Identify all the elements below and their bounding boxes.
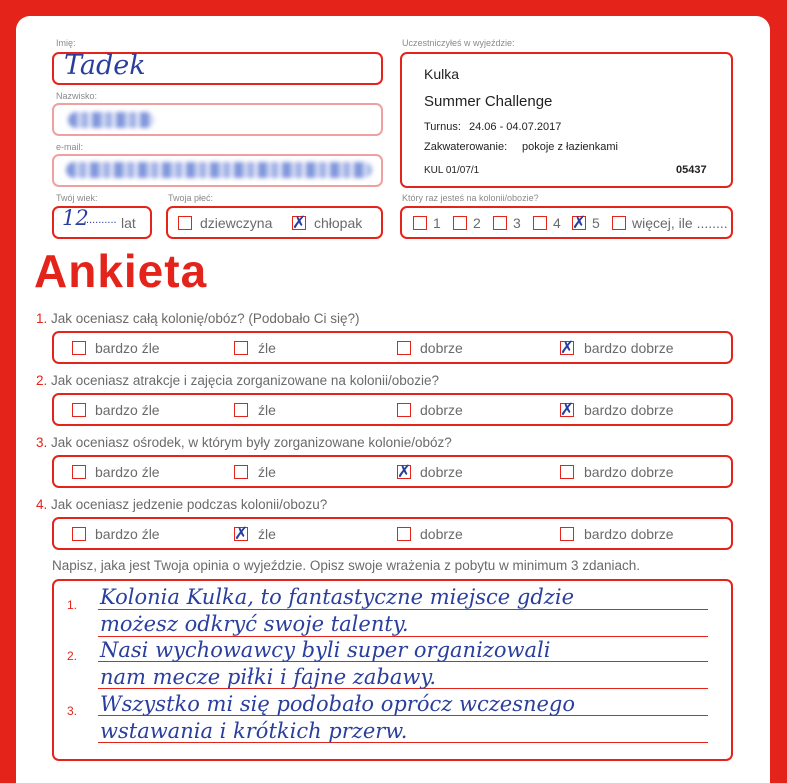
question-text: Jak oceniasz całą kolonię/obóz? (Podobało Ci się?) [51, 311, 360, 326]
question-2 [36, 373, 439, 388]
checkbox-times-3[interactable] [493, 216, 507, 230]
question-number: 2. [36, 373, 48, 388]
checkbox-dziewczyna[interactable] [178, 216, 192, 230]
email-redacted [66, 162, 372, 178]
rating-option: bardzo źle [95, 464, 160, 480]
checkbox-q2-bardzo-zle[interactable] [72, 403, 86, 417]
question-text: Jak oceniasz atrakcje i zajęcia zorganizowane na kolonii/obozie? [51, 373, 440, 388]
age-dots: .......... [86, 214, 117, 226]
times-label: Który raz jesteś na kolonii/obozie? [402, 193, 539, 203]
checkbox-q1-bardzo-zle[interactable] [72, 341, 86, 355]
opinion-line-5: Wszystko mi się podobało oprócz wczesnego [100, 692, 576, 716]
first-name-label: Imię: [56, 38, 76, 48]
camp-program: Summer Challenge [424, 93, 553, 110]
opinion-line-1: Kolonia Kulka, to fantastyczne miejsce gdzie [100, 585, 574, 609]
question-1 [36, 311, 359, 326]
first-name-value: Tadek [64, 50, 146, 81]
checkbox-q4-bardzo-dobrze[interactable] [560, 527, 574, 541]
check-mark-icon: ✗ [292, 213, 307, 233]
rating-option: źle [258, 526, 276, 542]
question-text: Jak oceniasz jedzenie podczas kolonii/obozu? [51, 497, 328, 512]
email-label: e-mail: [56, 142, 84, 152]
opinion-line-6: wstawania i krótkich przerw. [100, 719, 408, 743]
check-mark-icon: ✗ [560, 400, 575, 420]
question-4 [36, 497, 327, 512]
checkbox-q4-dobrze[interactable] [397, 527, 411, 541]
question-3 [36, 435, 452, 450]
checkbox-times-4[interactable] [533, 216, 547, 230]
check-mark-icon: ✗ [234, 524, 249, 544]
checkbox-q3-zle[interactable] [234, 465, 248, 479]
check-mark-icon: ✗ [397, 462, 412, 482]
opinion-line-3: Nasi wychowawcy byli super organizowali [100, 638, 551, 662]
times-option-3: 3 [513, 215, 521, 231]
camp-number: 05437 [676, 164, 707, 176]
checkbox-q3-bardzo-zle[interactable] [72, 465, 86, 479]
question-number: 3. [36, 435, 48, 450]
checkbox-times-2[interactable] [453, 216, 467, 230]
rating-option: bardzo źle [95, 526, 160, 542]
opinion-line-2: możesz odkryć swoje talenty. [100, 612, 409, 636]
opinion-number: 2. [67, 649, 78, 663]
rating-option: bardzo dobrze [584, 340, 674, 356]
age-value: 12 [62, 206, 89, 230]
last-name-redacted [68, 112, 154, 128]
turnus-label: Turnus: [424, 121, 461, 133]
age-unit: lat [121, 215, 136, 231]
question-number: 4. [36, 497, 48, 512]
survey-title: Ankieta [34, 245, 208, 297]
writing-line [98, 609, 708, 610]
check-mark-icon: ✗ [560, 338, 575, 358]
gender-label: Twoja płeć: [168, 193, 214, 203]
opinion-number: 3. [67, 704, 78, 718]
rating-option: bardzo źle [95, 402, 160, 418]
checkbox-q2-dobrze[interactable] [397, 403, 411, 417]
rating-option: bardzo źle [95, 340, 160, 356]
question-text: Jak oceniasz ośrodek, w którym były zorganizowane kolonie/obóz? [51, 435, 452, 450]
checkbox-q3-bardzo-dobrze[interactable] [560, 465, 574, 479]
accommodation-value: pokoje z łazienkami [522, 141, 618, 153]
times-option-4: 4 [553, 215, 561, 231]
rating-option: dobrze [420, 402, 463, 418]
checkbox-times-more[interactable] [612, 216, 626, 230]
gender-option-boy: chłopak [314, 215, 363, 231]
turnus-value: 24.06 - 04.07.2017 [469, 121, 562, 133]
rating-option: źle [258, 464, 276, 480]
rating-option: źle [258, 402, 276, 418]
question-number: 1. [36, 311, 48, 326]
rating-option: źle [258, 340, 276, 356]
checkbox-q1-dobrze[interactable] [397, 341, 411, 355]
gender-option-girl: dziewczyna [200, 215, 273, 231]
opinion-prompt: Napisz, jaka jest Twoja opinia o wyjeździe. Opisz swoje wrażenia z pobytu w minimum 3 zdaniach. [52, 558, 641, 573]
checkbox-q1-zle[interactable] [234, 341, 248, 355]
times-option-5: 5 [592, 215, 600, 231]
rating-option: bardzo dobrze [584, 402, 674, 418]
checkbox-q2-zle[interactable] [234, 403, 248, 417]
camp-label: Uczestniczyłeś w wyjeździe: [402, 38, 515, 48]
opinion-number: 1. [67, 598, 78, 612]
rating-option: bardzo dobrze [584, 464, 674, 480]
rating-option: bardzo dobrze [584, 526, 674, 542]
age-label: Twój wiek: [56, 193, 98, 203]
camp-name: Kulka [424, 66, 460, 82]
checkbox-q4-bardzo-zle[interactable] [72, 527, 86, 541]
times-option-more: więcej, ile ........ [632, 215, 728, 231]
rating-option: dobrze [420, 526, 463, 542]
check-mark-icon: ✗ [572, 213, 587, 233]
rating-option: dobrze [420, 340, 463, 356]
writing-line [98, 636, 708, 637]
times-option-2: 2 [473, 215, 481, 231]
camp-code: KUL 01/07/1 [424, 165, 480, 176]
times-option-1: 1 [433, 215, 441, 231]
rating-option: dobrze [420, 464, 463, 480]
opinion-line-4: nam mecze piłki i fajne zabawy. [100, 665, 437, 689]
last-name-label: Nazwisko: [56, 91, 98, 101]
accommodation-label: Zakwaterowanie: [424, 141, 508, 153]
checkbox-times-1[interactable] [413, 216, 427, 230]
